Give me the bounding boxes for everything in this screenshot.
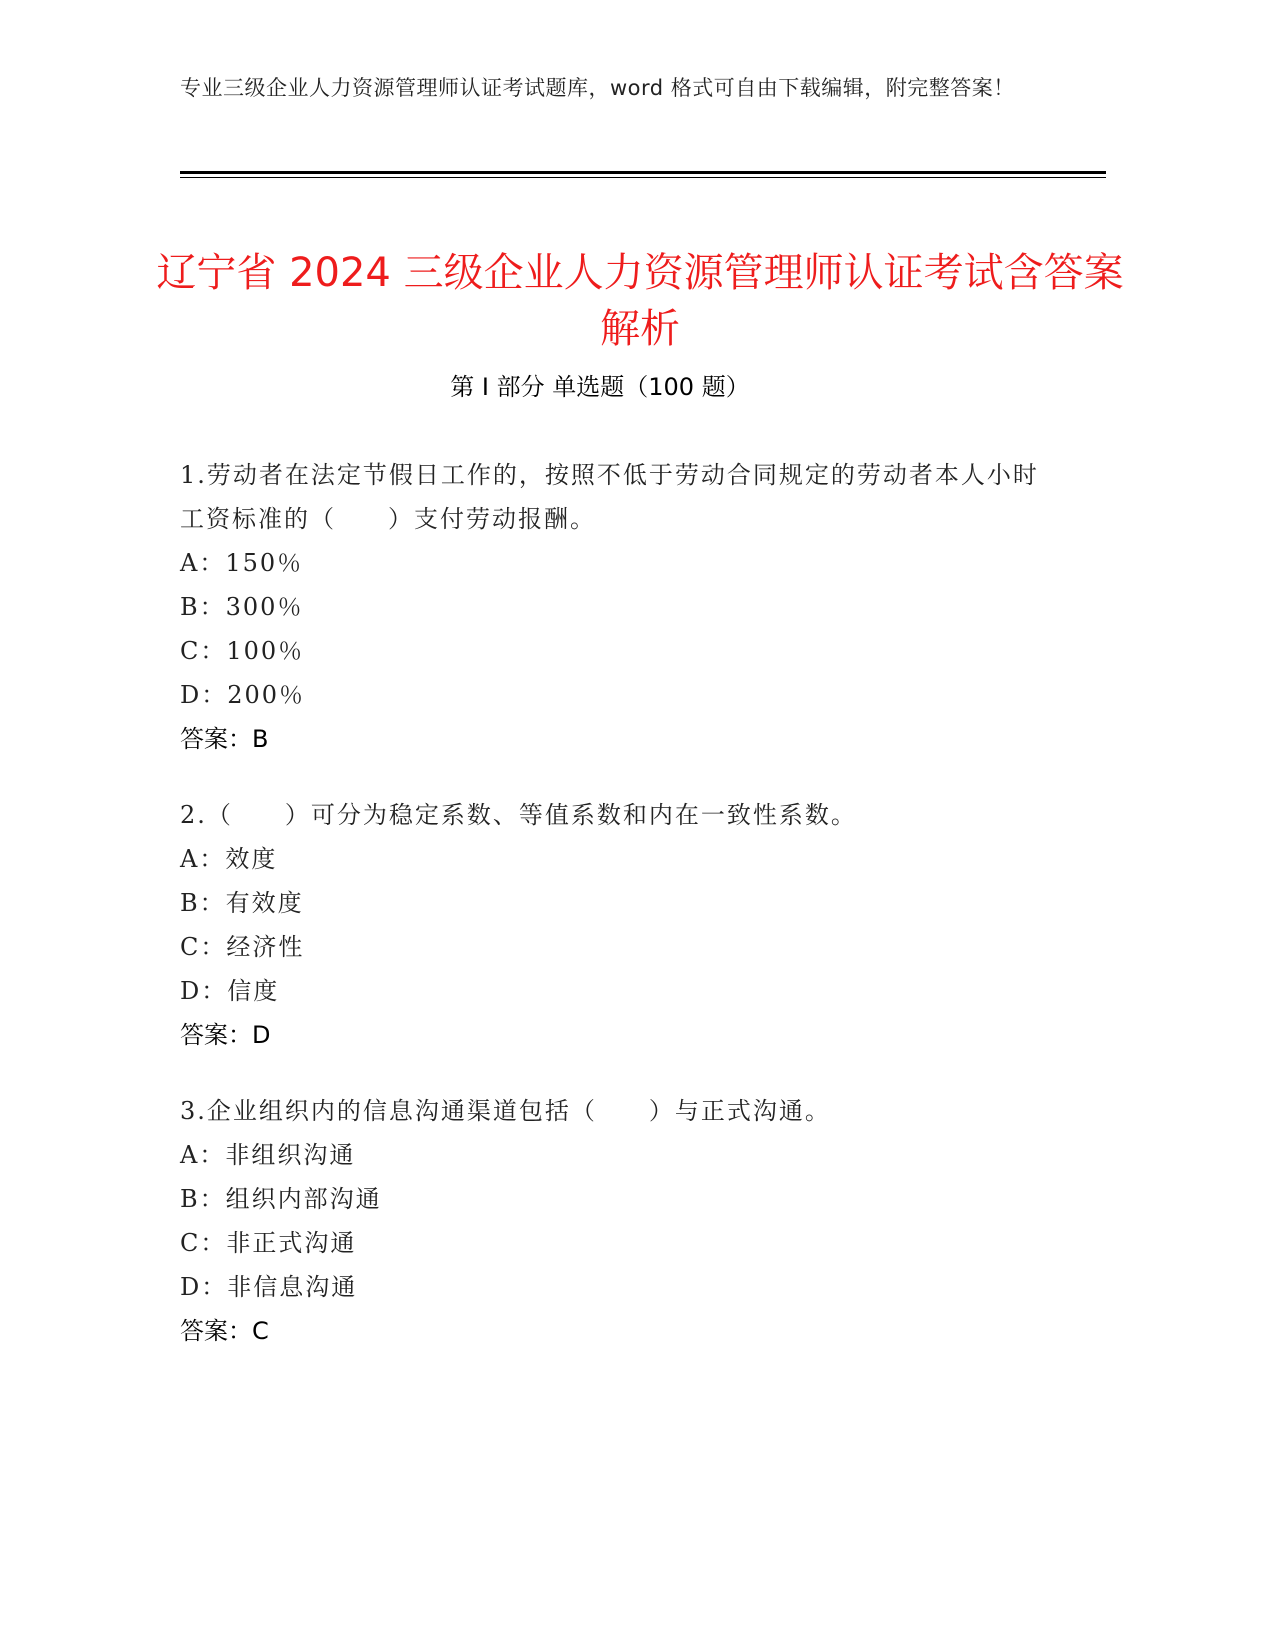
- section-heading: 第 I 部分 单选题（100 题）: [450, 373, 750, 401]
- question-2: [180, 793, 1060, 1057]
- option-b: B：300％: [180, 593, 304, 621]
- answer: 答案：C: [180, 1317, 269, 1345]
- option-c: C：经济性: [180, 933, 305, 961]
- option-d: D：200％: [180, 681, 306, 709]
- option-b: B：组织内部沟通: [180, 1185, 382, 1213]
- option-a: A：150％: [180, 549, 304, 577]
- option-c: C：100％: [180, 637, 305, 665]
- document-title: 辽宁省 2024 三级企业人力资源管理师认证考试含答案解析: [156, 249, 1124, 352]
- answer: 答案：B: [180, 725, 269, 753]
- answer: 答案：D: [180, 1021, 271, 1049]
- question-stem: 3.企业组织内的信息沟通渠道包括（ ）与正式沟通。: [180, 1097, 831, 1125]
- option-a: A：效度: [180, 845, 278, 873]
- option-b: B：有效度: [180, 889, 304, 917]
- option-d: D：信度: [180, 977, 280, 1005]
- header-rule-thick: [180, 171, 1106, 174]
- option-a: A：非组织沟通: [180, 1141, 356, 1169]
- header-rule-thin: [180, 177, 1106, 178]
- header-note: 专业三级企业人力资源管理师认证考试题库，word 格式可自由下载编辑，附完整答案！: [180, 76, 1015, 100]
- option-c: C：非正式沟通: [180, 1229, 357, 1257]
- question-1: [180, 453, 1060, 761]
- question-list: [180, 453, 1060, 1385]
- question-stem: 1.劳动者在法定节假日工作的，按照不低于劳动合同规定的劳动者本人小时工资标准的（ ）支付劳动报酬。: [180, 461, 1039, 533]
- question-3: [180, 1089, 1060, 1353]
- question-stem: 2.（ ）可分为稳定系数、等值系数和内在一致性系数。: [180, 801, 857, 829]
- option-d: D：非信息沟通: [180, 1273, 358, 1301]
